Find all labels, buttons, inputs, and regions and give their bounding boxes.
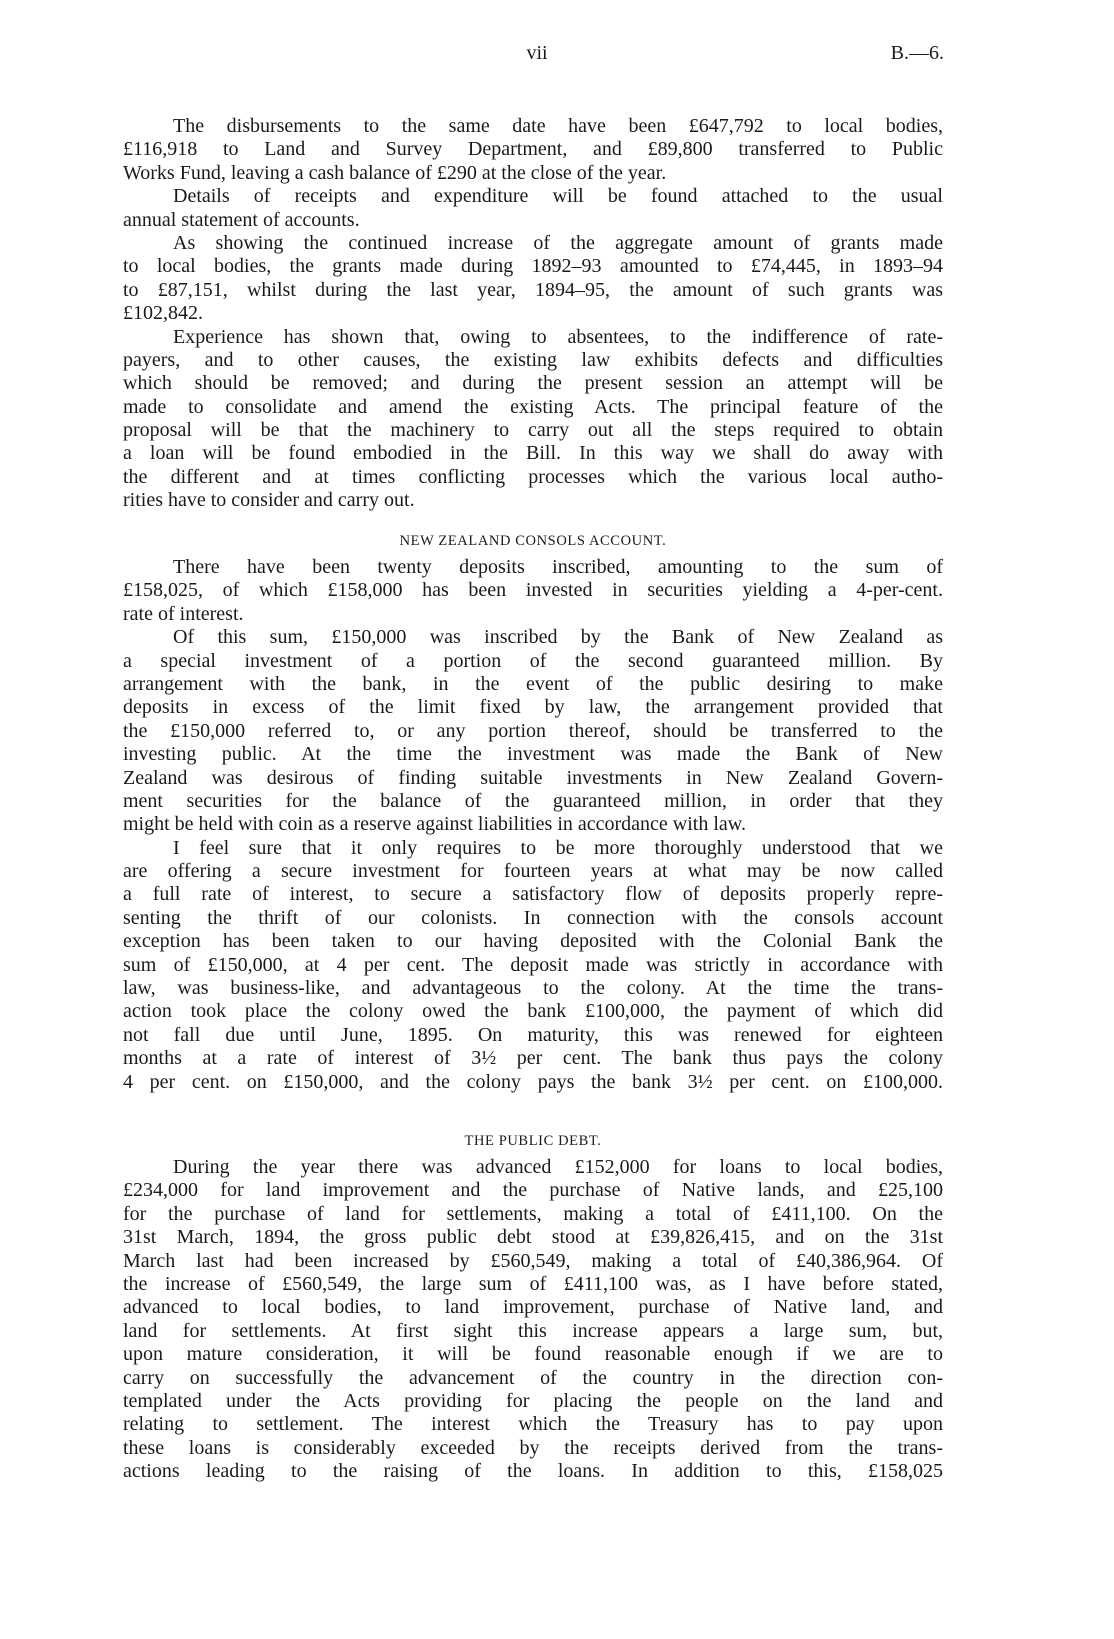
text-line: During the year there was advanced £152,000 for loans to local bodies, (173, 1156, 943, 1178)
text-line: senting the thrift of our colonists. In connection with the consols account (123, 906, 943, 929)
document-reference: B.—6. (890, 42, 944, 64)
text-line: law, was business-like, and advantageous to the colony. At the time the trans- (123, 977, 943, 1000)
section-heading: THE PUBLIC DEBT. (464, 1133, 602, 1149)
text-line: £116,918 to Land and Survey Department, and £89,800 transferred to Public (123, 138, 943, 161)
text-line: Zealand was desirous of finding suitable investments in New Zealand Govern- (123, 766, 943, 789)
text-line: made to consolidate and amend the existing Acts. The principal feature of the (123, 395, 943, 418)
paragraph (123, 232, 943, 326)
text-line: There have been twenty deposits inscribed, amounting to the sum of (173, 556, 943, 578)
paragraph (123, 1156, 943, 1483)
text-line: 4 per cent. on £150,000, and the colony pays the bank 3½ per cent. on £100,000. (123, 1070, 943, 1093)
text-line: 31st March, 1894, the gross public debt stood at £39,826,415, and on the 31st (123, 1226, 943, 1249)
text-line: As showing the continued increase of the aggregate amount of grants made (173, 231, 943, 254)
text-line: land for settlements. At first sight this increase appears a large sum, but, (123, 1319, 943, 1342)
text-line: Details of receipts and expenditure will be found attached to the usual (173, 185, 943, 208)
text-line: deposits in excess of the limit fixed by law, the arrangement provided that (123, 696, 943, 719)
text-line: the increase of £560,549, the large sum of £411,100 was, as I have before stated, (123, 1272, 943, 1295)
text-line: upon mature consideration, it will be found reasonable enough if we are to (123, 1343, 943, 1366)
text-line: Works Fund, leaving a cash balance of £290 at the close of the year. (123, 161, 667, 184)
text-line: to local bodies, the grants made during 1892–93 amounted to £74,445, in 1893–94 (123, 255, 943, 278)
section-heading: NEW ZEALAND CONSOLS ACCOUNT. (399, 533, 667, 549)
text-line: templated under the Acts providing for placing the people on the land and (123, 1389, 943, 1412)
text-line: I feel sure that it only requires to be more thoroughly understood that we (173, 836, 943, 859)
page-number: vii (526, 42, 548, 64)
text-line: ment securities for the balance of the guaranteed million, in order that they (123, 789, 943, 812)
text-line: relating to settlement. The interest which the Treasury has to pay upon (123, 1413, 943, 1436)
text-line: which should be removed; and during the present session an attempt will be (123, 372, 943, 395)
text-line: rate of interest. (123, 602, 244, 625)
text-line: carry on successfully the advancement of the country in the direction con- (123, 1366, 943, 1389)
text-line: the £150,000 referred to, or any portion thereof, should be transferred to the (123, 719, 943, 742)
text-line: not fall due until June, 1895. On maturity, this was renewed for eighteen (123, 1023, 943, 1046)
text-line: are offering a secure investment for fourteen years at what may be now called (123, 860, 943, 883)
section-public-debt (123, 1130, 943, 1483)
text-line: actions leading to the raising of the loans. In addition to this, £158,025 (123, 1460, 943, 1483)
paragraph (123, 556, 943, 626)
text-line: a loan will be found embodied in the Bill. In this way we shall do away with (123, 442, 943, 465)
paragraph (123, 626, 943, 837)
text-line: advanced to local bodies, to land improvement, purchase of Native land, and (123, 1296, 943, 1319)
paragraph (123, 837, 943, 1094)
text-line: might be held with coin as a reserve against liabilities in accordance with law. (123, 813, 746, 836)
paragraph (123, 185, 943, 232)
text-line: proposal will be that the machinery to carry out all the steps required to obtain (123, 419, 943, 442)
text-line: a special investment of a portion of the second guaranteed million. By (123, 649, 943, 672)
paragraph (123, 326, 943, 513)
text-line: payers, and to other causes, the existing law exhibits defects and difficulties (123, 348, 943, 371)
text-line: a full rate of interest, to secure a satisfactory flow of deposits properly repre- (123, 883, 943, 906)
text-line: sum of £150,000, at 4 per cent. The deposit made was strictly in accordance with (123, 953, 943, 976)
text-line: exception has been taken to our having deposited with the Colonial Bank the (123, 930, 943, 953)
paragraph (123, 115, 943, 185)
text-line: to £87,151, whilst during the last year, 1894–95, the amount of such grants was (123, 278, 943, 301)
section-local-bodies (123, 115, 943, 513)
text-line: £102,842. (123, 302, 203, 325)
text-line: for the purchase of land for settlements, making a total of £411,100. On the (123, 1202, 943, 1225)
text-line: Experience has shown that, owing to absentees, to the indifference of rate- (173, 325, 943, 348)
text-line: rities have to consider and carry out. (123, 489, 415, 512)
text-line: £234,000 for land improvement and the purchase of Native lands, and £25,100 (123, 1179, 943, 1202)
text-line: these loans is considerably exceeded by the receipts derived from the trans- (123, 1436, 943, 1459)
text-line: The disbursements to the same date have been £647,792 to local bodies, (173, 115, 943, 137)
section-consols-account (123, 530, 943, 1094)
text-line: months at a rate of interest of 3½ per cent. The bank thus pays the colony (123, 1047, 943, 1070)
text-line: annual statement of accounts. (123, 208, 360, 231)
text-line: Of this sum, £150,000 was inscribed by the Bank of New Zealand as (173, 626, 943, 649)
text-line: £158,025, of which £158,000 has been invested in securities yielding a 4-per-cent. (123, 579, 943, 602)
text-line: investing public. At the time the investment was made the Bank of New (123, 743, 943, 766)
text-line: March last had been increased by £560,549, making a total of £40,386,964. Of (123, 1249, 943, 1272)
text-line: action took place the colony owed the bank £100,000, the payment of which did (123, 1000, 943, 1023)
text-line: the different and at times conflicting processes which the various local autho- (123, 465, 943, 488)
text-line: arrangement with the bank, in the event of the public desiring to make (123, 672, 943, 695)
